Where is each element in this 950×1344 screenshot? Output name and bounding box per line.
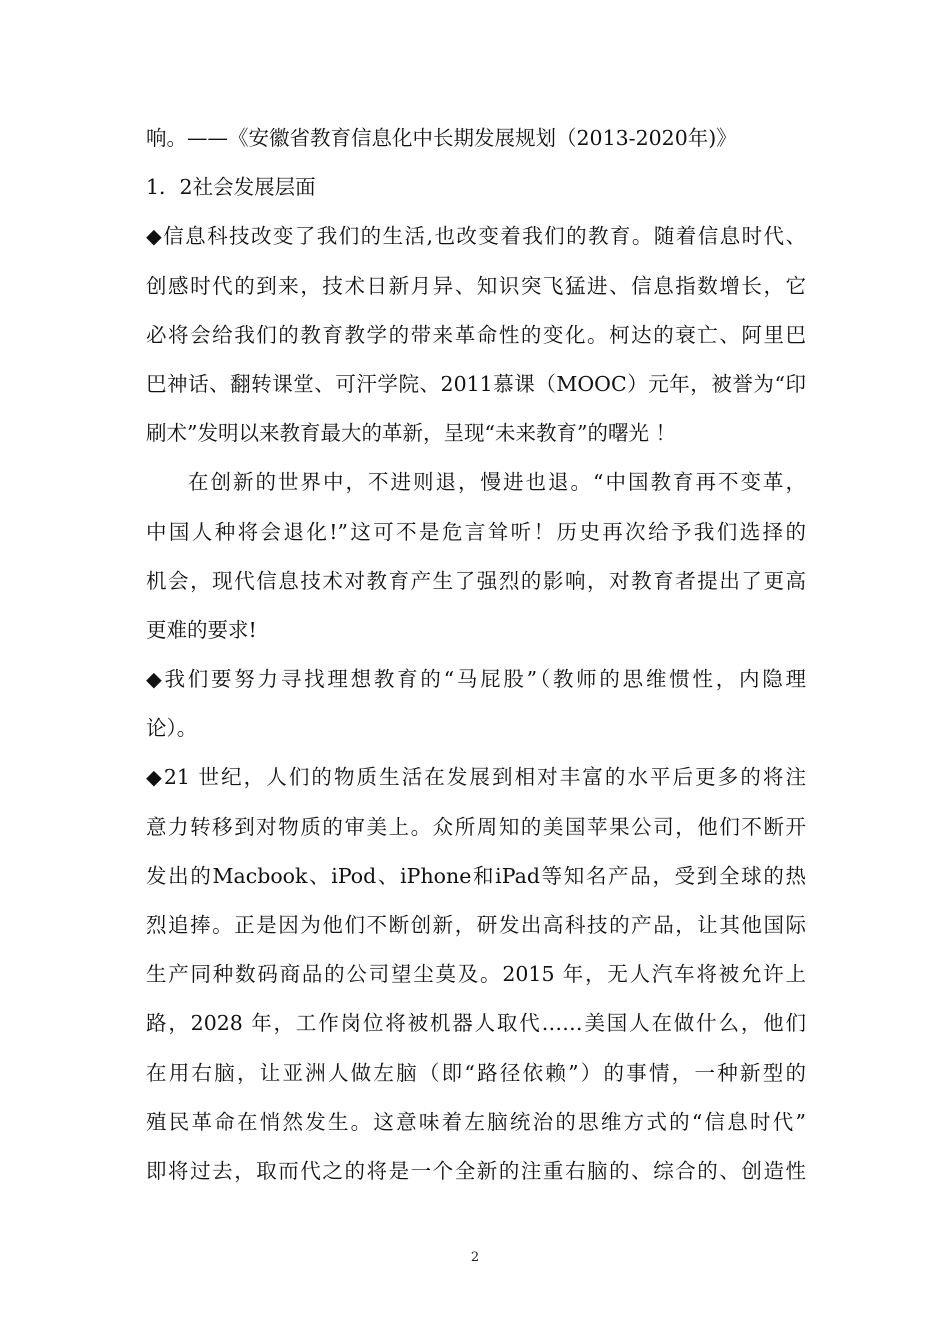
section-heading: 1．2社会发展层面 [146,175,316,200]
text-line-21: 殖民革命在悄然发生。这意味着左脑统治的思维方式的“信息时代” [146,1109,806,1134]
document-body [146,114,806,1196]
text-line-12: ◆我们要努力寻找理想教育的“马屁股”（教师的思维惯性，内隐理 [146,667,806,692]
text-line-6: 巴神话、翻转课堂、可汗学院、2011慕课（MOOC）元年，被誉为“印 [146,371,806,396]
text-line-10: 机会，现代信息技术对教育产生了强烈的影响，对教育者提出了更高 [146,568,806,593]
text-line-18: 生产同种数码商品的公司望尘莫及。2015 年，无人汽车将被允许上 [146,962,806,987]
text-line-14: ◆21 世纪，人们的物质生活在发展到相对丰富的水平后更多的将注 [146,765,806,790]
text-line-22: 即将过去，取而代之的将是一个全新的注重右脑的、综合的、创造性 [146,1158,806,1183]
text-line-17: 烈追捧。正是因为他们不断创新，研发出高科技的产品，让其他国际 [146,913,806,937]
text-line-5: 必将会给我们的教育教学的带来革命性的变化。柯达的衰亡、阿里巴 [146,322,806,347]
text-line-7: 刷术”发明以来教育最大的革新，呈现“未来教育”的曙光 ！ [146,421,676,446]
text-line-16: 发出的Macbook、iPod、iPhone和iPad等知名产品，受到全球的热 [146,863,806,888]
text-line-8: 在创新的世界中，不进则退，慢进也退。“中国教育再不变革， [188,470,806,495]
text-line-15: 意力转移到对物质的审美上。众所周知的美国苹果公司，他们不断开 [146,814,806,839]
text-line-4: 创感时代的到来，技术日新月异、知识突飞猛进、信息指数增长，它 [146,273,806,298]
text-line-3: ◆信息科技改变了我们的生活,也改变着我们的教育。随着信息时代、 [146,224,806,249]
text-line-13: 论）。 [146,716,198,741]
text-line-9: 中国人种将会退化!”这可不是危言耸听！历史再次给予我们选择的 [146,519,806,544]
text-line-11: 更难的要求! [146,617,257,642]
text-line-20: 在用右脑，让亚洲人做左脑（即“路径依赖”）的事情，一种新型的 [146,1060,806,1085]
page-number: 2 [470,1250,480,1265]
text-line-1: 响。——《安徽省教育信息化中长期发展规划（2013-2020年)》 [146,126,737,150]
text-line-19: 路，2028 年，工作岗位将被机器人取代……美国人在做什么，他们 [146,1011,806,1036]
